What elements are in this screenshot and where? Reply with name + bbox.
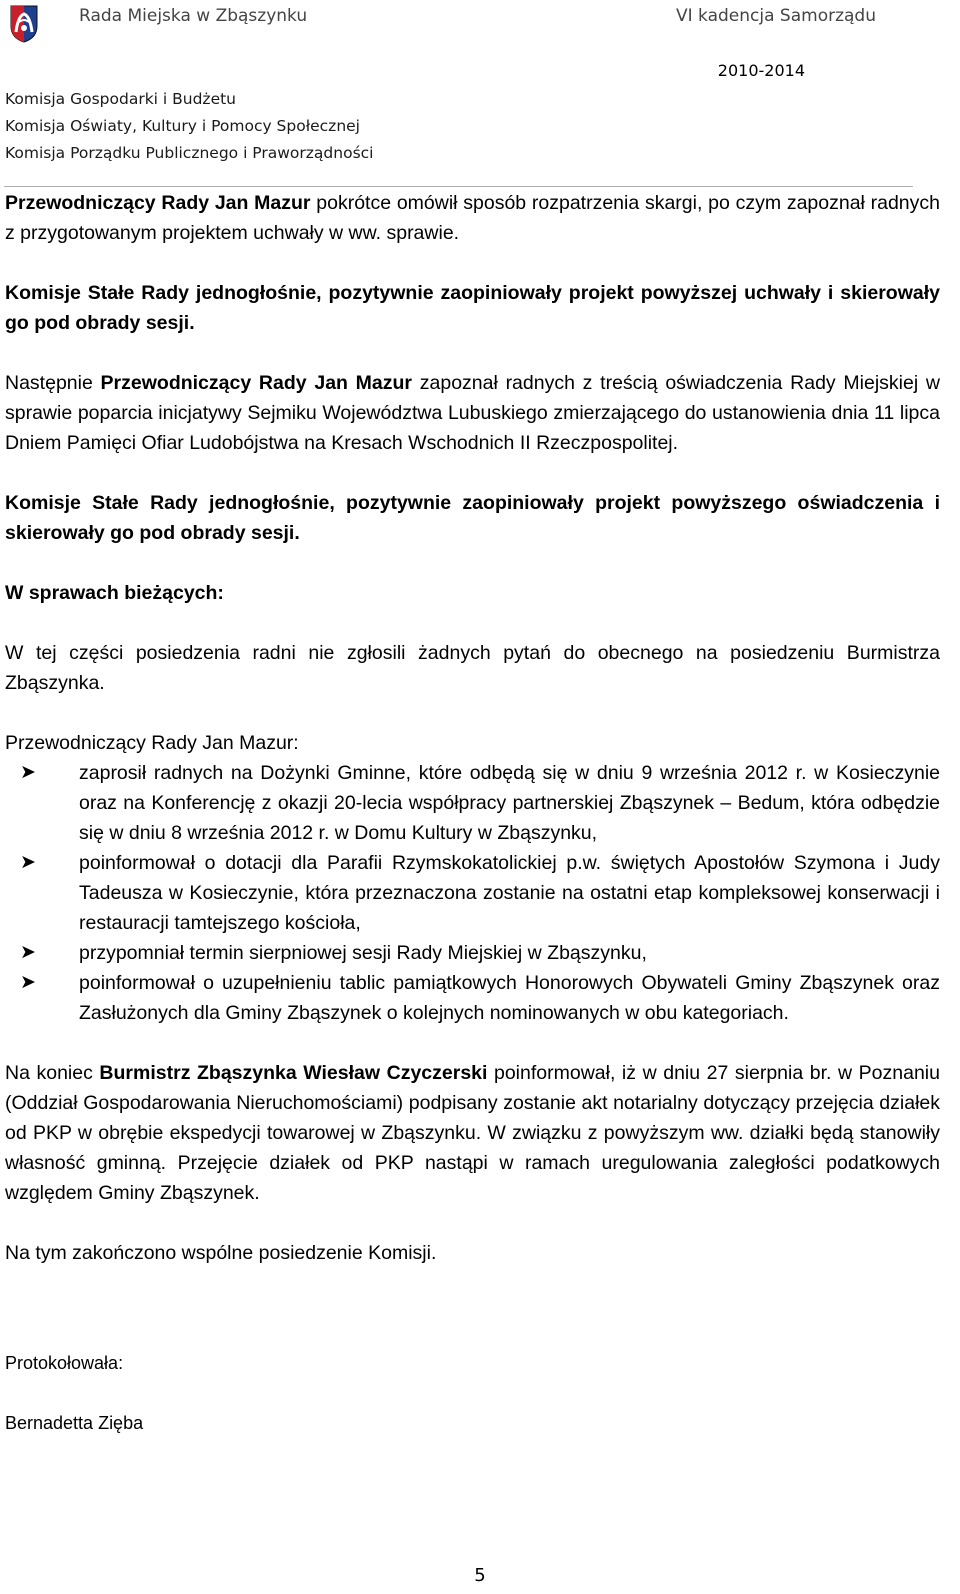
paragraph-text: Na koniec [5, 1062, 100, 1084]
paragraph [5, 278, 940, 338]
list-item [5, 938, 940, 968]
signature-label: Protokołowała: [5, 1353, 124, 1373]
list-item [5, 848, 940, 938]
closing-statement: Na tym zakończono wspólne posiedzenie Komisji. [5, 1242, 437, 1264]
speaker-name: Burmistrz Zbąszynka Wiesław Czyczerski [99, 1062, 488, 1084]
arrowhead-bullet-icon: ➤ [20, 942, 36, 963]
paragraph [5, 728, 940, 758]
page-number: 5 [474, 1565, 486, 1586]
term-years: 2010-2014 [717, 61, 805, 80]
list-item-text: poinformował o uzupełnieniu tablic pamiątkowych Honorowych Obywateli Gminy Zbąszynek oraz Zasłużonych dla Gminy Zbąszynek o kolejnych nominowanych w obu kategoriach. [79, 972, 940, 1024]
paragraph [5, 488, 940, 548]
section-heading: W sprawach bieżących: [5, 582, 224, 604]
committee-item: Komisja Oświaty, Kultury i Pomocy Społecznej [5, 117, 360, 135]
paragraph [5, 188, 940, 248]
paragraph-text: Następnie [5, 372, 101, 394]
term-label: VI kadencja Samorządu [676, 6, 876, 26]
paragraph-text: pokrótce omówił sposób rozpatrzenia skargi, po czym zapoznał radnych z przygotowanym projektem uchwały w ww. sprawie. [5, 192, 940, 244]
paragraph-text: poinformował, iż w dniu 27 sierpnia br. w Poznaniu (Oddział Gospodarowania Nieruchomościami) podpisany zostanie akt notarialny dotyczący przejęcia działek od PKP w obrębie ekspedycji towarowej w Zbąszynku. W związku z powyższym ww. działki będą stanowiły własność gminną. Przejęcie działek od PKP nastąpi w ramach uregulowania zaległości podatkowych względem Gminy Zbąszynek. [5, 1062, 940, 1204]
committee-decision: Komisje Stałe Rady jednogłośnie, pozytywnie zaopiniowały projekt powyższego oświadczenia i skierowały go pod obrady sesji. [5, 492, 940, 544]
arrowhead-bullet-icon: ➤ [20, 852, 36, 873]
signature-name: Bernadetta Zięba [5, 1413, 144, 1433]
speaker-name: Przewodniczący Rady Jan Mazur [5, 192, 311, 214]
committee-item: Komisja Porządku Publicznego i Praworządności [5, 144, 374, 162]
document-body [5, 188, 940, 1438]
speaker-name: Przewodniczący Rady Jan Mazur [100, 372, 413, 394]
coat-of-arms-icon [9, 4, 39, 44]
list-item-text: poinformował o dotacji dla Parafii Rzymskokatolickiej p.w. świętych Apostołów Szymona i Judy Tadeusza w Kosieczynie, która przeznaczona zostanie na ostatni etap kompleksowej konserwacji i restauracji tamtejszego kościoła, [79, 852, 940, 934]
header-divider [4, 186, 913, 187]
list-item-text: zaprosił radnych na Dożynki Gminne, które odbędą się w dniu 9 września 2012 r. w Kosieczynie oraz na Konferencję z okazji 20-lecia współpracy partnerskiej Zbąszynek – Bedum, która odbędzie się w dniu 8 września 2012 r. w Domu Kultury w Zbąszynku, [79, 762, 940, 844]
committee-list [5, 86, 373, 167]
list-item [5, 758, 940, 848]
arrowhead-bullet-icon: ➤ [20, 972, 36, 993]
arrowhead-bullet-icon: ➤ [20, 762, 36, 783]
committee-decision: Komisje Stałe Rady jednogłośnie, pozytywnie zaopiniowały projekt powyższej uchwały i skierowały go pod obrady sesji. [5, 282, 940, 334]
speaker-heading: Przewodniczący Rady Jan Mazur: [5, 732, 299, 754]
paragraph [5, 578, 940, 608]
list-item [5, 968, 940, 1028]
list-item-text: przypomniał termin sierpniowej sesji Rady Miejskiej w Zbąszynku, [79, 942, 647, 964]
paragraph: W tej części posiedzenia radni nie zgłosili żadnych pytań do obecnego na posiedzeniu Burmistrza Zbąszynka. [5, 642, 940, 694]
committee-item: Komisja Gospodarki i Budżetu [5, 90, 237, 108]
paragraph-text: zapoznał radnych z treścią oświadczenia Rady Miejskiej w sprawie poparcia inicjatywy Sejmiku Województwa Lubuskiego zmierzającego do ustanowienia dnia 11 lipca Dniem Pamięci Ofiar Ludobójstwa na Kresach Wschodnich II Rzeczpospolitej. [5, 372, 940, 454]
paragraph [5, 368, 940, 458]
bullet-list [5, 758, 940, 1028]
council-name: Rada Miejska w Zbąszynku [79, 6, 308, 26]
paragraph [5, 1058, 940, 1208]
